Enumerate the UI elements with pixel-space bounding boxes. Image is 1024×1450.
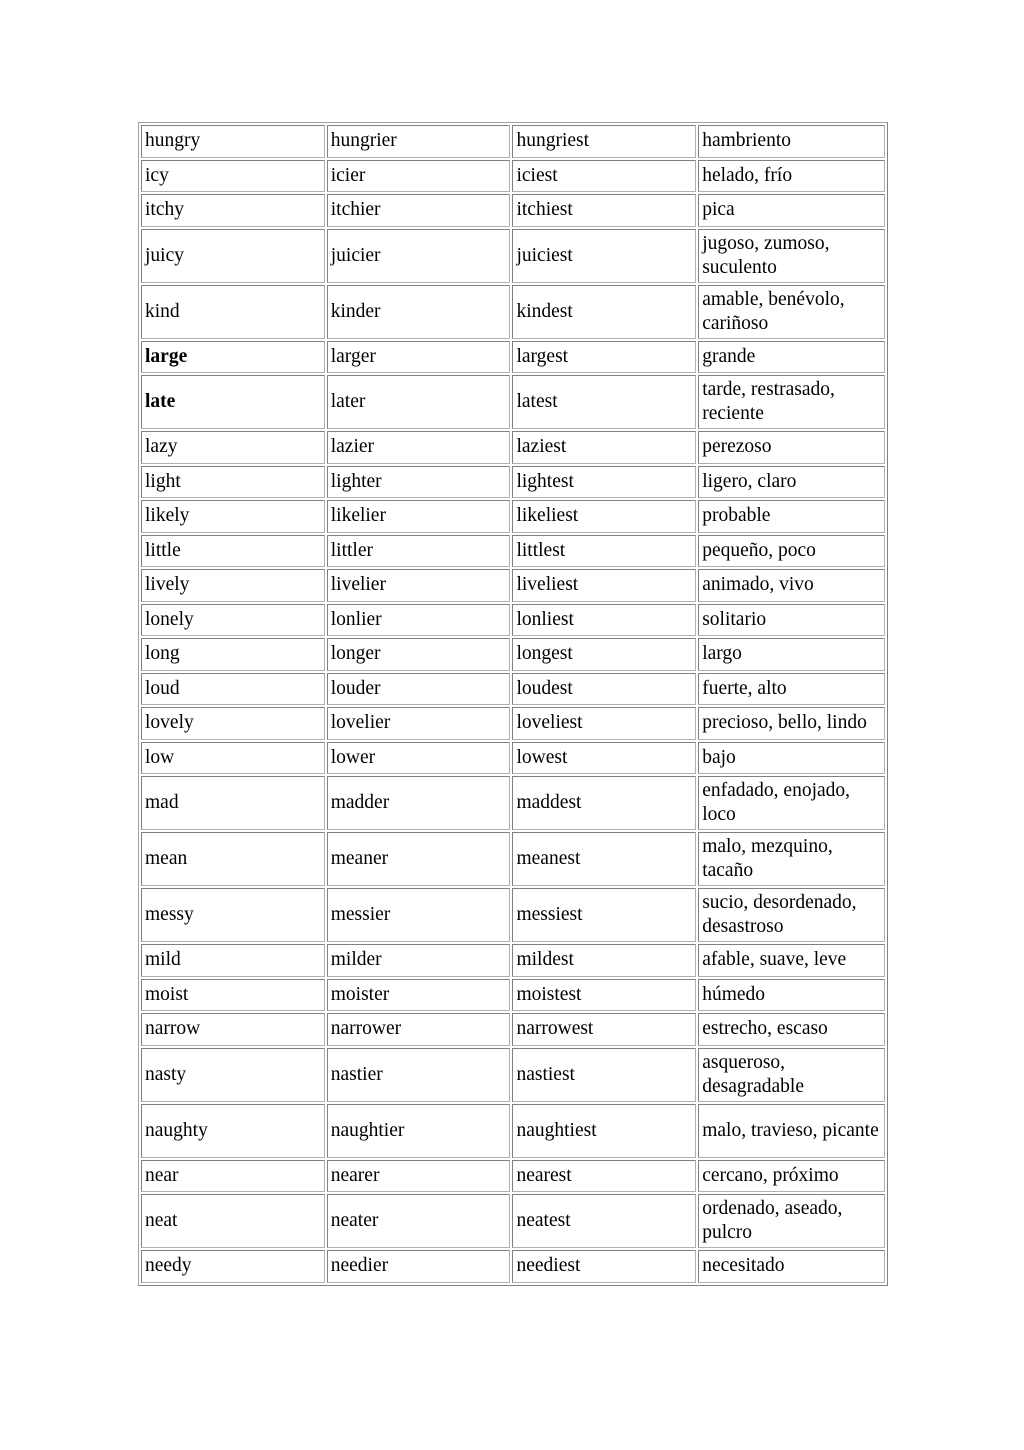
base-form-cell: lively [141, 569, 325, 602]
spanish-translation-cell: tarde, restrasado, reciente [698, 375, 885, 429]
superlative-form-cell: hungriest [512, 125, 696, 158]
comparative-form-cell: littler [327, 535, 511, 568]
table-row [141, 604, 885, 637]
superlative-form-cell: itchiest [512, 194, 696, 227]
table-row [141, 500, 885, 533]
table-row [141, 742, 885, 775]
table-row [141, 1250, 885, 1283]
spanish-translation-cell: ligero, claro [698, 466, 885, 499]
comparative-form-cell: naughtier [327, 1104, 511, 1158]
base-form-cell: needy [141, 1250, 325, 1283]
base-form-cell: mean [141, 832, 325, 886]
comparative-form-cell: meaner [327, 832, 511, 886]
base-form-cell: large [141, 341, 325, 374]
comparative-form-cell: lower [327, 742, 511, 775]
superlative-form-cell: lightest [512, 466, 696, 499]
table-row [141, 285, 885, 339]
comparative-form-cell: moister [327, 979, 511, 1012]
table-row [141, 888, 885, 942]
spanish-translation-cell: hambriento [698, 125, 885, 158]
base-form-cell: nasty [141, 1048, 325, 1102]
superlative-form-cell: maddest [512, 776, 696, 830]
table-row [141, 160, 885, 193]
superlative-form-cell: littlest [512, 535, 696, 568]
table-row [141, 125, 885, 158]
superlative-form-cell: neediest [512, 1250, 696, 1283]
spanish-translation-cell: bajo [698, 742, 885, 775]
superlative-form-cell: narrowest [512, 1013, 696, 1046]
base-form-cell: little [141, 535, 325, 568]
spanish-translation-cell: pequeño, poco [698, 535, 885, 568]
comparative-form-cell: needier [327, 1250, 511, 1283]
comparative-form-cell: kinder [327, 285, 511, 339]
spanish-translation-cell: estrecho, escaso [698, 1013, 885, 1046]
base-form-cell: loud [141, 673, 325, 706]
comparative-form-cell: itchier [327, 194, 511, 227]
table-row [141, 673, 885, 706]
table-row [141, 1013, 885, 1046]
base-form-cell: naughty [141, 1104, 325, 1158]
comparative-form-cell: lighter [327, 466, 511, 499]
base-form-cell: lovely [141, 707, 325, 740]
table-row [141, 431, 885, 464]
comparative-form-cell: lonlier [327, 604, 511, 637]
base-form-cell: late [141, 375, 325, 429]
table-row [141, 466, 885, 499]
spanish-translation-cell: afable, suave, leve [698, 944, 885, 977]
base-form-cell: mad [141, 776, 325, 830]
adjective-comparison-table [138, 122, 888, 1286]
table-row [141, 979, 885, 1012]
base-form-cell: lonely [141, 604, 325, 637]
superlative-form-cell: laziest [512, 431, 696, 464]
spanish-translation-cell: amable, benévolo, cariñoso [698, 285, 885, 339]
spanish-translation-cell: asqueroso, desagradable [698, 1048, 885, 1102]
superlative-form-cell: loudest [512, 673, 696, 706]
superlative-form-cell: meanest [512, 832, 696, 886]
table-row [141, 1048, 885, 1102]
superlative-form-cell: longest [512, 638, 696, 671]
base-form-cell: near [141, 1160, 325, 1193]
base-form-cell: light [141, 466, 325, 499]
superlative-form-cell: largest [512, 341, 696, 374]
table-row [141, 1194, 885, 1248]
table-row [141, 194, 885, 227]
comparative-form-cell: madder [327, 776, 511, 830]
spanish-translation-cell: perezoso [698, 431, 885, 464]
spanish-translation-cell: sucio, desordenado, desastroso [698, 888, 885, 942]
comparative-form-cell: neater [327, 1194, 511, 1248]
comparative-form-cell: nearer [327, 1160, 511, 1193]
spanish-translation-cell: largo [698, 638, 885, 671]
table-row [141, 638, 885, 671]
superlative-form-cell: likeliest [512, 500, 696, 533]
superlative-form-cell: nearest [512, 1160, 696, 1193]
base-form-cell: kind [141, 285, 325, 339]
spanish-translation-cell: malo, mezquino, tacaño [698, 832, 885, 886]
spanish-translation-cell: solitario [698, 604, 885, 637]
comparative-form-cell: later [327, 375, 511, 429]
comparative-form-cell: lovelier [327, 707, 511, 740]
table-row [141, 341, 885, 374]
spanish-translation-cell: precioso, bello, lindo [698, 707, 885, 740]
comparative-form-cell: juicier [327, 229, 511, 283]
spanish-translation-cell: animado, vivo [698, 569, 885, 602]
spanish-translation-cell: pica [698, 194, 885, 227]
superlative-form-cell: kindest [512, 285, 696, 339]
comparative-form-cell: likelier [327, 500, 511, 533]
superlative-form-cell: iciest [512, 160, 696, 193]
spanish-translation-cell: húmedo [698, 979, 885, 1012]
base-form-cell: likely [141, 500, 325, 533]
superlative-form-cell: latest [512, 375, 696, 429]
superlative-form-cell: naughtiest [512, 1104, 696, 1158]
table-row [141, 707, 885, 740]
comparative-form-cell: nastier [327, 1048, 511, 1102]
comparative-form-cell: milder [327, 944, 511, 977]
spanish-translation-cell: jugoso, zumoso, suculento [698, 229, 885, 283]
superlative-form-cell: lowest [512, 742, 696, 775]
comparative-form-cell: narrower [327, 1013, 511, 1046]
base-form-cell: messy [141, 888, 325, 942]
table-row [141, 229, 885, 283]
comparative-form-cell: lazier [327, 431, 511, 464]
spanish-translation-cell: grande [698, 341, 885, 374]
comparative-form-cell: hungrier [327, 125, 511, 158]
spanish-translation-cell: cercano, próximo [698, 1160, 885, 1193]
superlative-form-cell: lonliest [512, 604, 696, 637]
base-form-cell: juicy [141, 229, 325, 283]
superlative-form-cell: neatest [512, 1194, 696, 1248]
base-form-cell: icy [141, 160, 325, 193]
spanish-translation-cell: enfadado, enojado, loco [698, 776, 885, 830]
table-row [141, 944, 885, 977]
table-row [141, 776, 885, 830]
comparative-form-cell: icier [327, 160, 511, 193]
comparative-form-cell: louder [327, 673, 511, 706]
spanish-translation-cell: ordenado, aseado, pulcro [698, 1194, 885, 1248]
spanish-translation-cell: necesitado [698, 1250, 885, 1283]
base-form-cell: neat [141, 1194, 325, 1248]
base-form-cell: narrow [141, 1013, 325, 1046]
superlative-form-cell: liveliest [512, 569, 696, 602]
base-form-cell: low [141, 742, 325, 775]
base-form-cell: moist [141, 979, 325, 1012]
spanish-translation-cell: probable [698, 500, 885, 533]
table-row [141, 1160, 885, 1193]
table-row [141, 375, 885, 429]
table-row [141, 832, 885, 886]
superlative-form-cell: nastiest [512, 1048, 696, 1102]
table-row [141, 569, 885, 602]
table-row [141, 535, 885, 568]
base-form-cell: long [141, 638, 325, 671]
table-row [141, 1104, 885, 1158]
base-form-cell: hungry [141, 125, 325, 158]
spanish-translation-cell: malo, travieso, picante [698, 1104, 885, 1158]
comparative-form-cell: livelier [327, 569, 511, 602]
superlative-form-cell: mildest [512, 944, 696, 977]
table-body [141, 125, 885, 1283]
superlative-form-cell: moistest [512, 979, 696, 1012]
spanish-translation-cell: helado, frío [698, 160, 885, 193]
base-form-cell: mild [141, 944, 325, 977]
spanish-translation-cell: fuerte, alto [698, 673, 885, 706]
comparative-form-cell: messier [327, 888, 511, 942]
comparative-form-cell: longer [327, 638, 511, 671]
superlative-form-cell: loveliest [512, 707, 696, 740]
base-form-cell: lazy [141, 431, 325, 464]
superlative-form-cell: juiciest [512, 229, 696, 283]
comparative-form-cell: larger [327, 341, 511, 374]
superlative-form-cell: messiest [512, 888, 696, 942]
base-form-cell: itchy [141, 194, 325, 227]
